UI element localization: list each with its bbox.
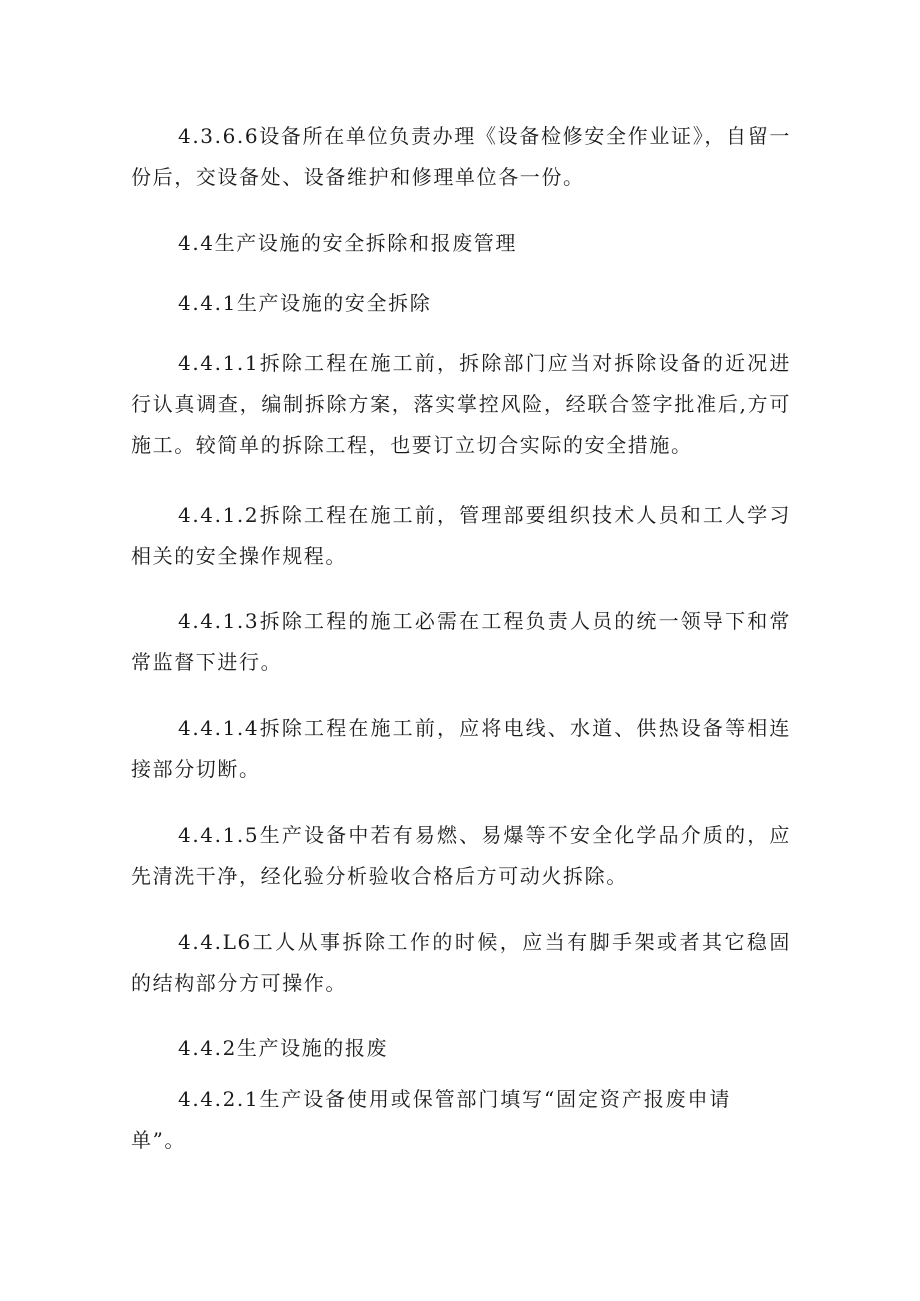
heading-4-4-2: 4.4.2生产设施的报废 bbox=[178, 1036, 389, 1060]
paragraph-4-3-6-6: 4.3.6.6设备所在单位负责办理《设备检修安全作业证》，自留一份后，交设备处、设备维护和修理单位各一份。 bbox=[131, 124, 791, 189]
paragraph-4-4-1-2: 4.4.1.2拆除工程在施工前，管理部要组织技术人员和工人学习相关的安全操作规程。 bbox=[131, 503, 791, 568]
paragraph-4-4-1-6: 4.4.L6工人从事拆除工作的时候，应当有脚手架或者其它稳固的结构部分方可操作。 bbox=[131, 930, 791, 995]
paragraph-4-4-1-3: 4.4.1.3拆除工程的施工必需在工程负责人员的统一领导下和常常监督下进行。 bbox=[131, 609, 791, 674]
heading-4-4-1: 4.4.1生产设施的安全拆除 bbox=[178, 291, 432, 315]
paragraph-4-4-1-1: 4.4.1.1拆除工程在施工前，拆除部门应当对拆除设备的近况进行认真调查，编制拆除方案，落实掌控风险，经联合签字批准后,方可施工。较简单的拆除工程，也要订立切合实际的安全措施。 bbox=[131, 351, 791, 457]
paragraph-4-4-1-5: 4.4.1.5生产设备中若有易燃、易爆等不安全化学品介质的，应先清洗干净，经化验分析验收合格后方可动火拆除。 bbox=[131, 823, 791, 888]
paragraph-4-4-2-1: 4.4.2.1生产设备使用或保管部门填写“固定资产报废申请单”。 bbox=[131, 1087, 731, 1152]
paragraph-4-4-1-4: 4.4.1.4拆除工程在施工前，应将电线、水道、供热设备等相连接部分切断。 bbox=[131, 716, 791, 781]
heading-4-4: 4.4生产设施的安全拆除和报废管理 bbox=[178, 231, 518, 255]
